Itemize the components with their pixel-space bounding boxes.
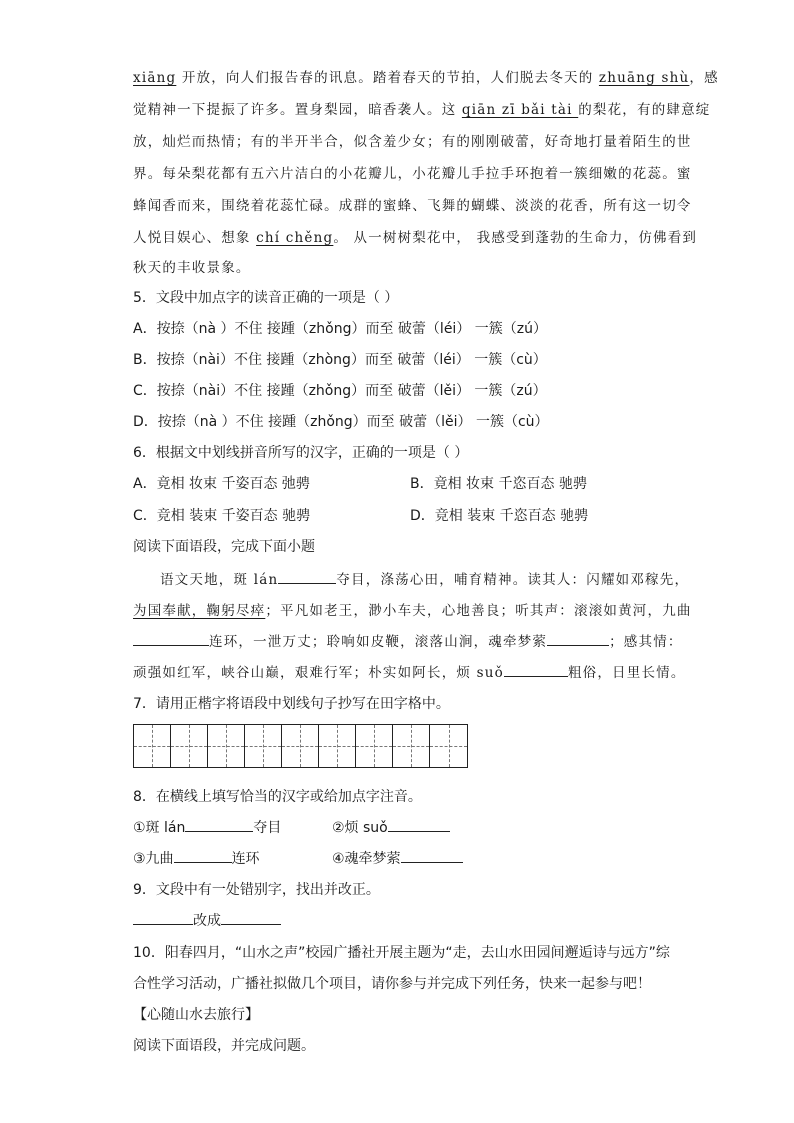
tianzige-grid[interactable] xyxy=(133,724,468,768)
passage2-line3: 连环，一泄万丈；聆响如皮鞭，滚落山涧，魂牵梦萦 ；感其情： xyxy=(133,630,683,650)
passage1-line3: 放，灿烂而热情；有的半开半合，似含羞少女；有的刚刚破蕾，好奇地打量着陌生的世 xyxy=(133,134,692,150)
q5-option-c[interactable]: C．按捺（nài）不住 接踵（zhǒng）而至 破蕾（lěi） 一簇（zú） xyxy=(133,383,547,399)
passage1-line2: 觉精神一下提振了许多。置身梨园，暗香袭人。这 qiān zī bǎi tài 的梨花，有的肆意绽 xyxy=(133,102,711,118)
pinyin-blank: qiān zī bǎi tài xyxy=(461,102,579,118)
passage2-line1: 语文天地，斑 lán 夺目，涤荡心田，哺育精神。读其人：闪耀如邓稼先， xyxy=(160,572,690,588)
pinyin-blank: chí chěng xyxy=(256,230,334,246)
grid-cell[interactable] xyxy=(245,725,282,767)
q8-item-4: ④魂牵梦萦 xyxy=(332,848,463,868)
q5-option-d[interactable]: D．按捺（nà ）不住 接踵（zhǒng）而至 破蕾（lěi） 一簇（cù） xyxy=(133,414,549,430)
fill-blank[interactable] xyxy=(401,849,463,863)
passage1-line4: 界。每朵梨花都有五六片洁白的小花瓣儿，小花瓣儿手拉手环抱着一簇细嫩的花蕊。蜜 xyxy=(133,166,692,182)
passage1-line1: xiāng 开放，向人们报告春的讯息。踏着春天的节拍，人们脱去冬天的 zhuāng shù，感 xyxy=(133,70,719,86)
grid-cell[interactable] xyxy=(430,725,467,767)
underlined-sentence: 为国奉献，鞠躬尽瘁 xyxy=(133,603,266,619)
grid-cell[interactable] xyxy=(393,725,430,767)
fill-blank[interactable] xyxy=(504,663,568,677)
question-8-stem: 8．在横线上填写恰当的汉字或给加点字注音。 xyxy=(133,789,422,805)
q8-item-2: ②烦 suǒ xyxy=(332,817,450,837)
question-10-line2: 合性学习活动，广播社拟做几个项目，请你参与并完成下列任务，快来一起参与吧！ xyxy=(133,976,651,992)
question-5-stem: 5．文段中加点字的读音正确的一项是（ ） xyxy=(133,290,399,306)
q5-option-a[interactable]: A．按捺（nà ）不住 接踵（zhǒng）而至 破蕾（léi） 一簇（zú） xyxy=(133,321,547,337)
fill-blank[interactable] xyxy=(133,911,193,925)
grid-cell[interactable] xyxy=(171,725,208,767)
fill-blank[interactable] xyxy=(547,632,609,646)
question-9-stem: 9．文段中有一处错别字，找出并改正。 xyxy=(133,882,380,898)
fill-blank[interactable] xyxy=(174,849,232,863)
fill-blank[interactable] xyxy=(133,632,209,646)
q6-option-b[interactable]: B．竟相 妆束 千恣百态 驰骋 xyxy=(410,476,587,492)
pinyin-blank: zhuāng shù xyxy=(598,70,690,86)
question-10-line1: 10．阳春四月，“山水之声”校园广播社开展主题为“走，去山水田园间邂逅诗与远方”综 xyxy=(133,945,670,961)
grid-cell[interactable] xyxy=(208,725,245,767)
passage1-line5: 蜂闻香而来，围绕着花蕊忙碌。成群的蜜蜂、飞舞的蝴蝶、淡淡的花香，所有这一切令 xyxy=(133,198,692,214)
q9-answer-row: 改成 xyxy=(133,910,281,930)
grid-cell[interactable] xyxy=(134,725,171,767)
grid-cell[interactable] xyxy=(282,725,319,767)
passage2-line4: 顽强如红军，峡谷山巅，艰难行军；朴实如阿长，烦 suǒ 粗俗，日里长情。 xyxy=(133,665,686,681)
passage2-line2: 为国奉献，鞠躬尽瘁；平凡如老王，渺小车夫，心地善良；听其声：滚滚如黄河，九曲 xyxy=(133,603,692,619)
q6-option-a[interactable]: A．竟相 妆束 千姿百态 弛骋 xyxy=(133,476,310,492)
q6-option-d[interactable]: D．竞相 装束 千恣百态 驰骋 xyxy=(410,508,589,524)
fill-blank[interactable] xyxy=(185,818,253,832)
q6-option-c[interactable]: C．竞相 装束 千姿百态 驰骋 xyxy=(133,508,311,524)
section-intro: 阅读下面语段，完成下面小题 xyxy=(133,539,315,555)
fill-blank[interactable] xyxy=(388,818,450,832)
q8-item-3: ③九曲 连环 xyxy=(133,851,260,867)
pinyin-blank: xiāng xyxy=(133,70,177,86)
section-heading: 【心随山水去旅行】 xyxy=(133,1007,259,1023)
fill-blank[interactable] xyxy=(278,570,336,584)
q8-item-1: ①斑 lán 夺目 xyxy=(133,820,282,836)
question-6-stem: 6．根据文中划线拼音所写的汉字，正确的一项是（ ） xyxy=(133,445,469,461)
grid-cell[interactable] xyxy=(319,725,356,767)
grid-cell[interactable] xyxy=(356,725,393,767)
question-10-line3: 阅读下面语段，并完成问题。 xyxy=(133,1038,315,1054)
fill-blank[interactable] xyxy=(221,911,281,925)
q5-option-b[interactable]: B．按捺（nài）不住 接踵（zhòng）而至 破蕾（léi） 一簇（cù） xyxy=(133,352,547,368)
passage1-line7: 秋天的丰收景象。 xyxy=(133,260,251,276)
question-7-stem: 7．请用正楷字将语段中划线句子抄写在田字格中。 xyxy=(133,696,450,712)
passage1-line6: 人悦目娱心、想象 chí chěng。 从一树树梨花中， 我感受到蓬勃的生命力，仿佛看到 xyxy=(133,230,698,246)
